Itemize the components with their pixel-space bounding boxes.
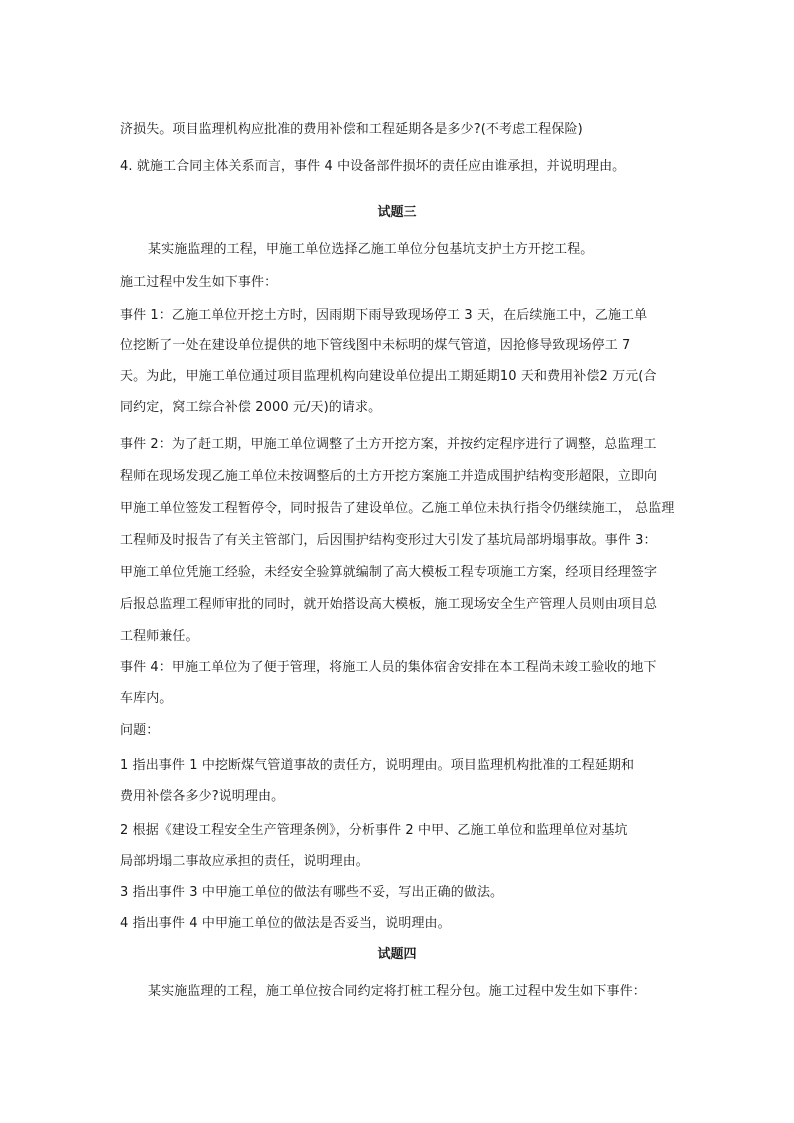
- section-4-title: 试题四: [377, 947, 417, 962]
- event-2-line: 后报总监理工程师审批的同时，就开始搭设高大模板，施工现场安全生产管理人员则由项目总: [120, 597, 658, 612]
- event-1-line: 事件 1：乙施工单位开挖土方时，因雨期下雨导致现场停工 3 天，在后续施工中，乙施工单: [120, 308, 648, 323]
- section-3-title: 试题三: [377, 205, 417, 220]
- event-2-line: 事件 2：为了赶工期，甲施工单位调整了土方开挖方案，并按约定程序进行了调整，总监理工: [120, 437, 657, 452]
- question-4-prev: 4. 就施工合同主体关系而言，事件 4 中设备部件损坏的责任应由谁承担，并说明理由。: [120, 159, 626, 174]
- questions-label: 问题：: [120, 723, 160, 738]
- event-2-line: 甲施工单位签发工程暂停令，同时报告了建设单位。乙施工单位未执行指令仍继续施工， 总监理: [120, 501, 675, 516]
- section-4-intro: 某实施监理的工程，施工单位按合同约定将打桩工程分包。施工过程中发生如下事件：: [148, 984, 646, 999]
- event-2-line: 程师在现场发现乙施工单位未按调整后的土方开挖方案施工并造成围护结构变形超限，立即向: [120, 469, 658, 484]
- question-3: 3 指出事件 3 中甲施工单位的做法有哪些不妥，写出正确的做法。: [120, 885, 504, 900]
- event-4-line: 事件 4：甲施工单位为了便于管理，将施工人员的集体宿舍安排在本工程尚未竣工验收的地下: [120, 660, 657, 675]
- question-2-line: 局部坍塌二事故应承担的责任，说明理由。: [120, 854, 369, 869]
- question-2-line: 2 根据《建设工程安全生产管理条例》，分析事件 2 中甲、乙施工单位和监理单位对基坑: [120, 823, 628, 838]
- event-1-line: 位挖断了一处在建设单位提供的地下管线图中未标明的煤气管道，因抢修导致现场停工 7: [120, 338, 631, 353]
- question-4: 4 指出事件 4 中甲施工单位的做法是否妥当，说明理由。: [120, 916, 451, 931]
- event-1-line: 同约定，窝工综合补偿 2000 元/天)的请求。: [120, 400, 382, 415]
- question-1-line: 费用补偿各多少?说明理由。: [120, 789, 285, 804]
- event-2-line: 工程师及时报告了有关主管部门，后因围护结构变形过大引发了基坑局部坍塌事故。事件 3：: [120, 533, 657, 548]
- event-4-line: 车库内。: [120, 691, 173, 706]
- continuation-line: 济损失。项目监理机构应批准的费用补偿和工程延期各是多少?(不考虑工程保险): [120, 122, 583, 137]
- events-lead: 施工过程中发生如下事件：: [120, 275, 278, 290]
- section-3-intro: 某实施监理的工程，甲施工单位选择乙施工单位分包基坑支护土方开挖工程。: [148, 242, 594, 257]
- event-2-line: 工程师兼任。: [120, 629, 199, 644]
- event-1-line: 天。为此，甲施工单位通过项目监理机构向建设单位提出工期延期10 天和费用补偿2 万元(合: [120, 369, 657, 384]
- event-2-line: 甲施工单位凭施工经验，未经安全验算就编制了高大模板工程专项施工方案，经项目经理签字: [120, 565, 658, 580]
- question-1-line: 1 指出事件 1 中挖断煤气管道事故的责任方，说明理由。项目监理机构批准的工程延期和: [120, 758, 635, 773]
